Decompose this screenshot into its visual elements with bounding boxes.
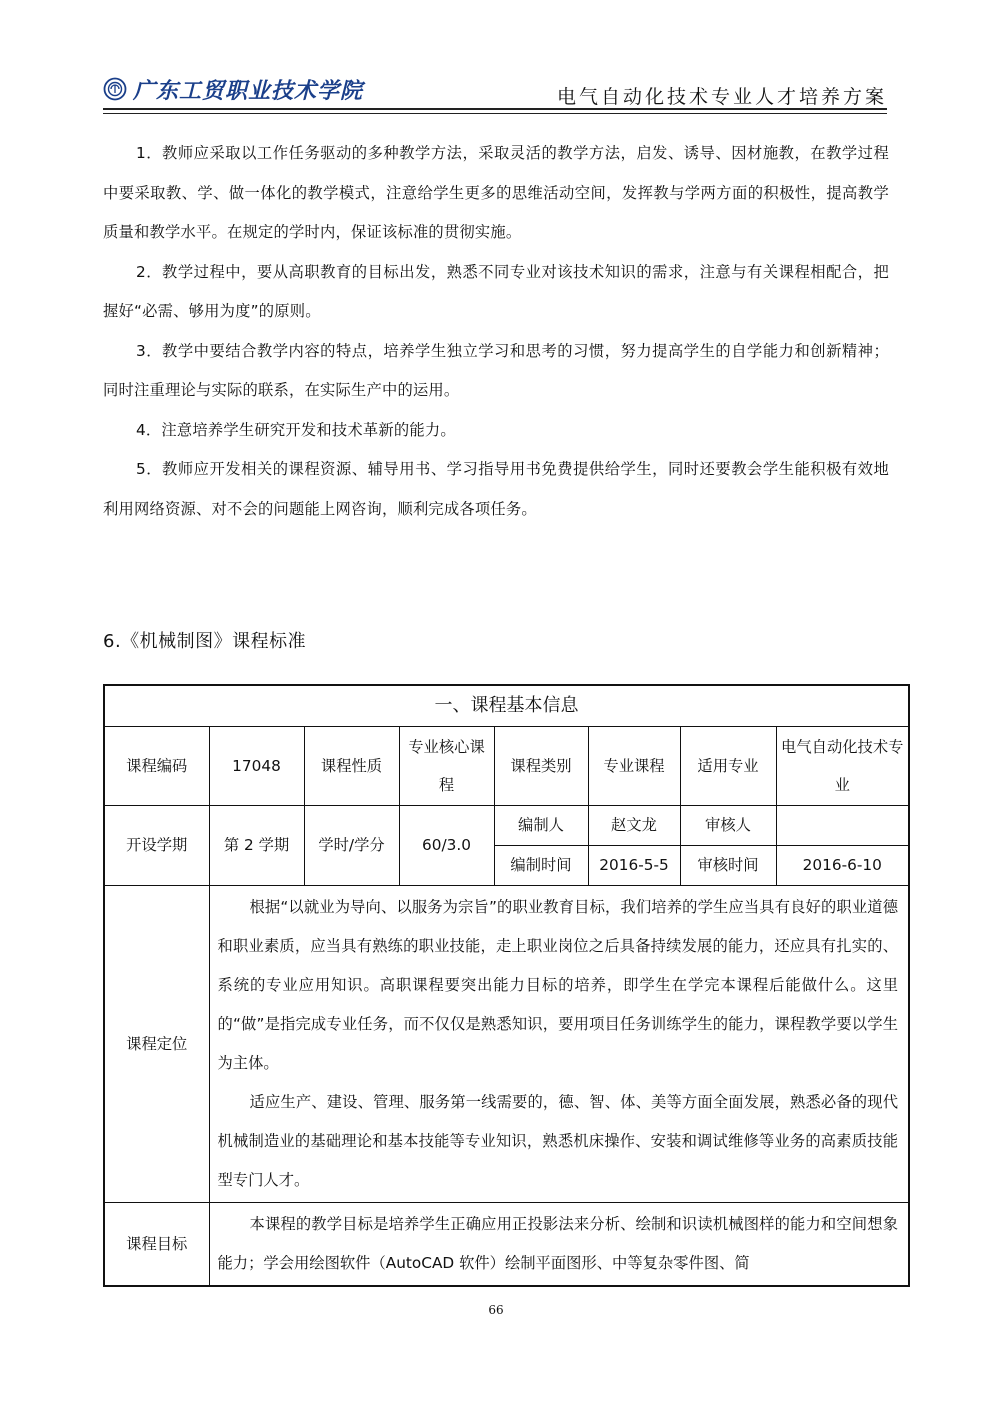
paragraph: 2．教学过程中，要从高职教育的目标出发，熟悉不同专业对该技术知识的需求，注意与有关课程相配合，把握好“必需、够用为度”的原则。 xyxy=(103,262,889,320)
review-time-value: 2016-6-10 xyxy=(776,845,909,885)
table-title: 一、课程基本信息 xyxy=(104,685,909,726)
positioning-paragraph: 根据“以就业为导向、以服务为宗旨”的职业教育目标，我们培养的学生应当具有良好的职业道德和职业素质，应当具有熟练的职业技能，走上职业岗位之后具备持续发展的能力，还应具有扎实的、系统的专业应用知识。高职课程要突出能力目标的培养，即学生在学完本课程后能做什么。这里的“做”是指完成专业任务，而不仅仅是熟悉知识，要用项目任务训练学生的能力，课程教学要以学生为主体。 xyxy=(217,897,898,1072)
course-objective-label: 课程目标 xyxy=(104,1202,209,1286)
paragraph: 4．注意培养学生研究开发和技术革新的能力。 xyxy=(136,420,456,439)
paragraph: 5．教师应开发相关的课程资源、辅导用书、学习指导用书免费提供给学生，同时还要教会学生能积极有效地利用网络资源、对不会的问题能上网咨询，顺利完成各项任务。 xyxy=(103,460,889,518)
page-header xyxy=(103,68,887,108)
objective-paragraph: 本课程的教学目标是培养学生正确应用正投影法来分析、绘制和识读机械图样的能力和空间想象能力；学会用绘图软件（AutoCAD 软件）绘制平面图形、中等复杂零件图、简 xyxy=(217,1214,898,1272)
paragraph: 3．教学中要结合教学内容的特点，培养学生独立学习和思考的习惯，努力提高学生的自学能力和创新精神；同时注重理论与实际的联系，在实际生产中的运用。 xyxy=(103,341,889,399)
review-time-label: 审核时间 xyxy=(680,845,776,885)
course-info-table xyxy=(103,684,910,1287)
course-nature-value: 专业核心课程 xyxy=(399,726,494,805)
document-title: 电气自动化技术专业人才培养方案 xyxy=(556,86,887,108)
course-positioning-label: 课程定位 xyxy=(104,885,209,1202)
reviewer-value xyxy=(776,805,909,845)
author-label: 编制人 xyxy=(494,805,588,845)
compile-time-label: 编制时间 xyxy=(494,845,588,885)
positioning-paragraph: 适应生产、建设、管理、服务第一线需要的，德、智、体、美等方面全面发展，熟悉必备的现代机械制造业的基础理论和基本技能等专业知识，熟悉机床操作、安装和调试维修等业务的高素质技能型专门人才。 xyxy=(217,1092,898,1189)
header-rule xyxy=(103,108,887,110)
body-text xyxy=(103,134,889,529)
school-name: 广东工贸职业技术学院 xyxy=(133,77,364,104)
section-heading: 6.《机械制图》课程标准 xyxy=(103,631,307,652)
hours-credits-label: 学时/学分 xyxy=(304,805,399,885)
applicable-major-label: 适用专业 xyxy=(680,726,776,805)
course-category-value: 专业课程 xyxy=(588,726,680,805)
semester-value: 第 2 学期 xyxy=(209,805,304,885)
course-positioning-content xyxy=(209,885,909,1202)
school-emblem-icon xyxy=(103,77,127,101)
reviewer-label: 审核人 xyxy=(680,805,776,845)
paragraph: 1．教师应采取以工作任务驱动的多种教学方法，采取灵活的教学方法，启发、诱导、因材施教，在教学过程中要采取教、学、做一体化的教学模式，注意给学生更多的思维活动空间，发挥教与学两方面的积极性，提高教学质量和教学水平。在规定的学时内，保证该标准的贯彻实施。 xyxy=(103,144,889,241)
course-code-value: 17048 xyxy=(209,726,304,805)
course-code-label: 课程编码 xyxy=(104,726,209,805)
semester-label: 开设学期 xyxy=(104,805,209,885)
school-logo xyxy=(103,74,363,104)
applicable-major-value: 电气自动化技术专业 xyxy=(776,726,909,805)
hours-credits-value: 60/3.0 xyxy=(399,805,494,885)
header-rule-thin xyxy=(103,113,887,114)
course-category-label: 课程类别 xyxy=(494,726,588,805)
compile-time-value: 2016-5-5 xyxy=(588,845,680,885)
page-number: 66 xyxy=(488,1303,504,1317)
course-objective-content xyxy=(209,1202,909,1286)
course-nature-label: 课程性质 xyxy=(304,726,399,805)
author-value: 赵文龙 xyxy=(588,805,680,845)
